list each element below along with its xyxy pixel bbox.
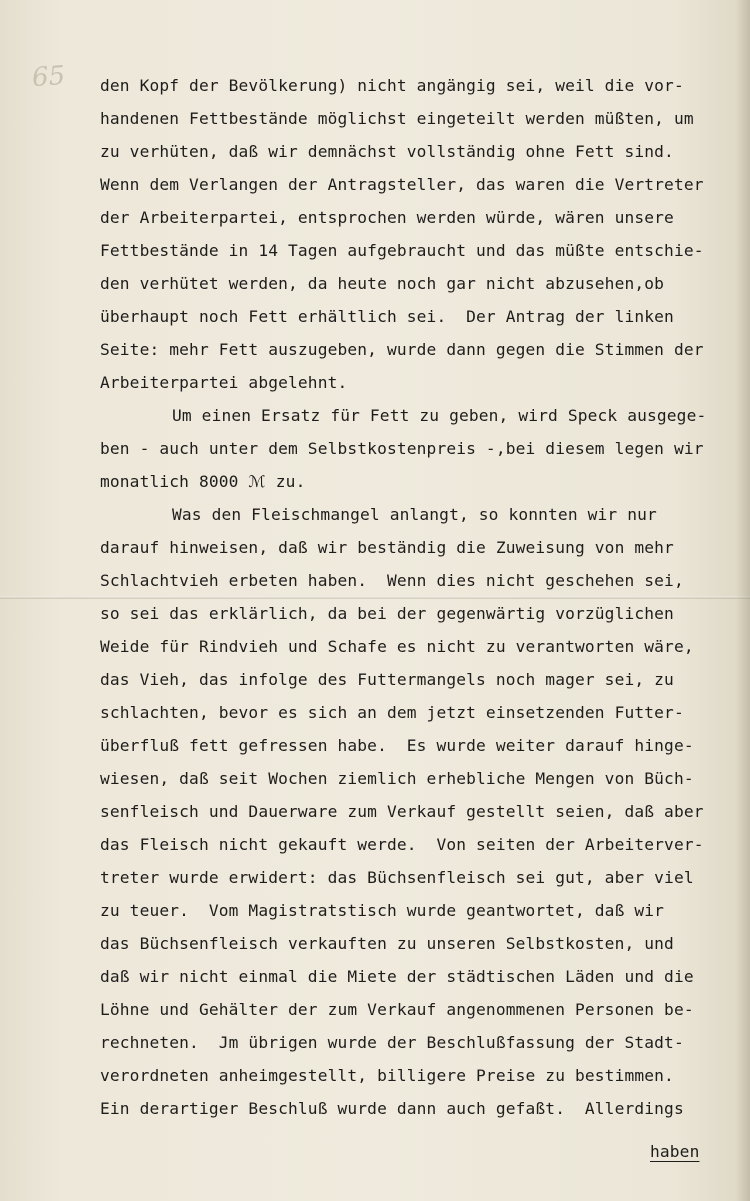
text-line-15: darauf hinweisen, daß wir beständig die Zuweisung von mehr (100, 538, 674, 557)
text-line-18: Weide für Rindvieh und Schafe es nicht zu verantworten wäre, (100, 637, 694, 656)
text-line-19: das Vieh, das infolge des Futtermangels noch mager sei, zu (100, 670, 674, 689)
text-line-11: Um einen Ersatz für Fett zu geben, wird Speck ausgege- (172, 406, 707, 425)
text-line-29: Löhne und Gehälter der zum Verkauf angenommenen Personen be- (100, 1000, 694, 1019)
text-line-16: Schlachtvieh erbeten haben. Wenn dies nicht geschehen sei, (100, 571, 684, 590)
text-line-7: den verhütet werden, da heute noch gar nicht abzusehen,ob (100, 274, 665, 293)
text-line-4: Wenn dem Verlangen der Antragsteller, das waren die Vertreter (100, 175, 704, 194)
text-line-31: verordneten anheimgestellt, billigere Preise zu bestimmen. (100, 1066, 674, 1085)
text-line-25: treter wurde erwidert: das Büchsenfleisch sei gut, aber viel (100, 868, 694, 887)
text-line-10: Arbeiterpartei abgelehnt. (100, 373, 348, 392)
paper-fold (0, 596, 750, 599)
text-line-2: handenen Fettbestände möglichst eingeteilt werden müßten, um (100, 109, 694, 128)
text-line-24: das Fleisch nicht gekauft werde. Von seiten der Arbeiterver- (100, 835, 704, 854)
page-edge-shadow (736, 0, 750, 1201)
text-line-26: zu teuer. Vom Magistratstisch wurde geantwortet, daß wir (100, 901, 665, 920)
text-line-27: das Büchsenfleisch verkauften zu unseren Selbstkosten, und (100, 934, 674, 953)
text-line-13: monatlich 8000 ℳ zu. (100, 472, 306, 491)
text-line-3: zu verhüten, daß wir demnächst vollständig ohne Fett sind. (100, 142, 674, 161)
text-line-5: der Arbeiterpartei, entsprochen werden würde, wären unsere (100, 208, 674, 227)
text-line-12: ben - auch unter dem Selbstkostenpreis -,bei diesem legen wir (100, 439, 704, 458)
text-line-17: so sei das erklärlich, da bei der gegenwärtig vorzüglichen (100, 604, 674, 623)
text-line-28: daß wir nicht einmal die Miete der städtischen Läden und die (100, 967, 694, 986)
text-line-23: senfleisch und Dauerware zum Verkauf gestellt seien, daß aber (100, 802, 704, 821)
text-line-32: Ein derartiger Beschluß wurde dann auch gefaßt. Allerdings (100, 1099, 684, 1118)
text-line-22: wiesen, daß seit Wochen ziemlich erhebliche Mengen von Büch- (100, 769, 694, 788)
catchword: haben (650, 1142, 700, 1161)
text-line-8: überhaupt noch Fett erhältlich sei. Der Antrag der linken (100, 307, 674, 326)
text-line-9: Seite: mehr Fett auszugeben, wurde dann gegen die Stimmen der (100, 340, 704, 359)
text-line-21: überfluß fett gefressen habe. Es wurde weiter darauf hinge- (100, 736, 694, 755)
text-line-20: schlachten, bevor es sich an dem jetzt einsetzenden Futter- (100, 703, 684, 722)
text-line-6: Fettbestände in 14 Tagen aufgebraucht und das müßte entschie- (100, 241, 704, 260)
text-line-14: Was den Fleischmangel anlangt, so konnten wir nur (172, 505, 657, 524)
text-line-30: rechneten. Jm übrigen wurde der Beschlußfassung der Stadt- (100, 1033, 684, 1052)
page-number: 65 (30, 60, 67, 94)
text-line-1: den Kopf der Bevölkerung) nicht angängig sei, weil die vor- (100, 76, 684, 95)
